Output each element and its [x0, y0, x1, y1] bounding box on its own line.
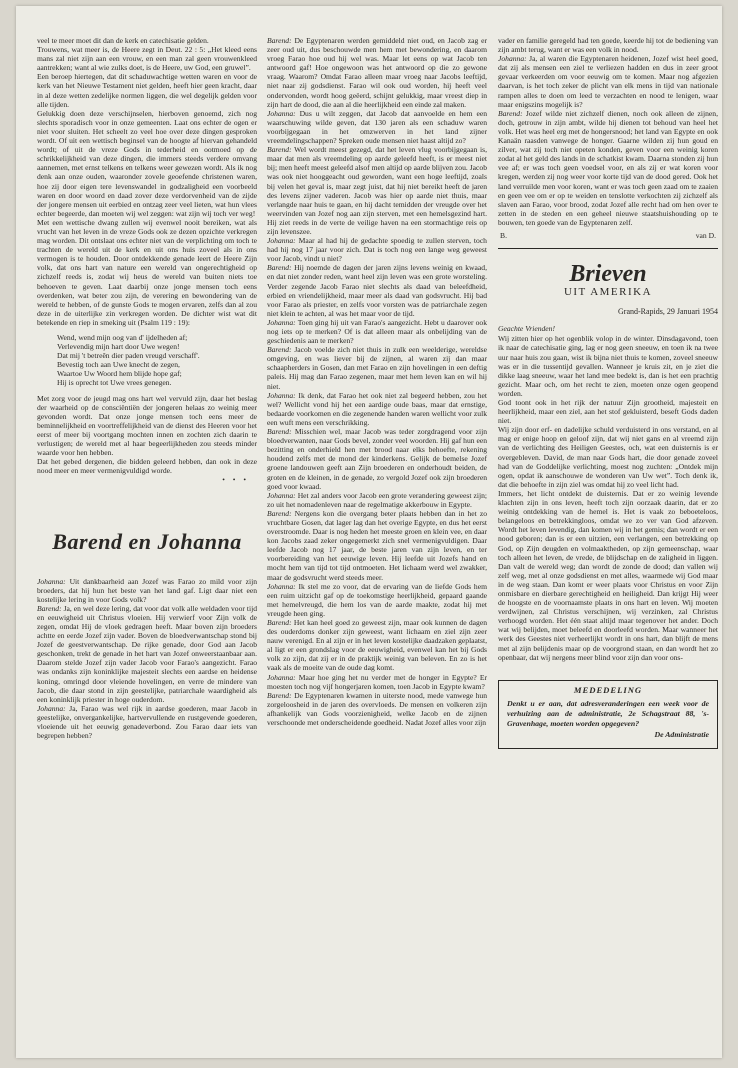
- verse-line: Waartoe Uw Woord hem blijde hope gaf;: [57, 369, 182, 379]
- dialogue-text: Ja, Farao was wel rijk in aardse goederen, maar Jacob in geestelijke, onvergankelijke, hartvervullende en rustgevende goederen, vloeiende uit het eeuwig genadeverbond. Zou Farao daar iets van begrepen hebben?: [37, 703, 257, 741]
- dialogue-paragraph: [37, 604, 257, 704]
- speaker-label: Johanna:: [267, 236, 296, 246]
- signature-initial: B.: [500, 230, 507, 240]
- speaker-label: Johanna:: [267, 390, 296, 400]
- verse-line: Wend, wend mijn oog van d' ijdelheden af;: [57, 333, 188, 342]
- dialogue-text: Toen ging hij uit van Farao's aangezicht. Hebt u daarover ook nog iets op te merken? Of is dat alleen maar als onbelijding van de geschiedenis aan te merken?: [267, 317, 487, 346]
- paragraph: vader en familie geregeld had ten goede, keerde hij tot de bediening van zijn ambt terug, want er was een volk in nood.: [498, 36, 718, 55]
- speaker-label: Barend:: [267, 690, 292, 700]
- speaker-label: Johanna:: [267, 317, 296, 327]
- dialogue-paragraph: [267, 509, 487, 582]
- paragraph: Dat het gebed dergenen, die bidden geleerd hebben, dan ook in deze nood meer en meer vermenigvuldigd worde.: [37, 457, 257, 476]
- dialogue-paragraph: [267, 109, 487, 145]
- section-subtitle: UIT AMERIKA: [563, 286, 653, 299]
- dialogue-paragraph: [267, 618, 487, 673]
- speaker-label: Barend:: [37, 603, 62, 613]
- column-1: [37, 36, 257, 740]
- dialogue-paragraph: [37, 704, 257, 740]
- dialogue-text: Het kan heel goed zo geweest zijn, maar ook kunnen de dagen des ouderdoms donker zijn geweest, want lichaam en ziel zijn zeer nauw verenigd. En al zijn er in het leven kostelijke daadzaken geplaatst, al ligt er een grondslag voor de eeuwigheid, evenwel kan het bij Gods volk zo zijn, dat zij er in de praktijk weinig van beleven. En zo is het vaak als de moeite van de oude dag komt.: [267, 618, 487, 673]
- section-title-brieven: Brieven: [569, 261, 647, 288]
- paragraph: Met zorg voor de jeugd mag ons hart wel vervuld zijn, daar het beslag der waarheid op de consciëntiën der jongeren helaas zo weinig meer gevonden wordt. Dat onze jonge mensen toch eens meer de beminnelijkheid en voortreffelijkheid van de dienst des Heeren voor het eerst of meer bij voortgang mochten innen en zochten zich daarin te verlustigen; de wereld met al haar begeerlijkheden zou steeds minder waarde voor hen hebben.: [37, 393, 257, 458]
- dialogue-text: Jozef wilde niet zichzelf dienen, noch ook alleen de zijnen, doch, getrouw in zijn ambt, wilde hij dienen tot behoud van heel het volk. Het was heel erg met de hongersnood; het land van Egypte en ook Kanaän raasden vanwege de honger. Gaarne wilden zij hun goud en zilver, wat zij toch niet opeten konden, geven voor een weinig koren zodat al het geld des lands in de schatkist kwam. Daarna stonden zij hun vee af; er was toch geen voedsel voor, en als zij er wat koren voor kregen, werden zij nog weer voor korte tijd van de dood gered. Ook het land verruilde men voor koren, want er was toch geen zaad om te zaaien en geen vee om er op te weiden en tenslotte verkochten zij zichzelf als slaven aan Farao, voor brood, zodat Jozef alle recht had om hen over te zetten in de steden en een geheel nieuwe staatshuishouding op te bouwen, ten goede van de Egyptenaren zelf.: [498, 108, 718, 227]
- notice-title: MEDEDELING: [573, 684, 643, 695]
- speaker-label: Johanna:: [267, 490, 296, 500]
- speaker-label: Barend:: [267, 263, 292, 273]
- notice-signature: De Administratie: [654, 730, 709, 740]
- dialogue-text: Het zal anders voor Jacob een grote verandering geweest zijn; zo uit het nomadenleven naar de regelmatige akkerbouw in Egypte.: [267, 490, 487, 509]
- speaker-label: Barend:: [267, 618, 292, 627]
- dialogue-paragraph: [267, 145, 487, 236]
- dialogue-paragraph: [37, 577, 257, 604]
- dialogue-paragraph: [498, 54, 718, 109]
- dialogue-paragraph: [267, 691, 487, 727]
- paragraph: Een beroep hiertegen, dat dit schaduwachtige wetten waren en voor de kerk van het Nieuwe Testament niet gelden, heeft hier geen kracht, daar in al deze wetten zedelijke normen liggen, die wel degelijk gelden voor alle tijden.: [37, 72, 257, 109]
- dialogue-text: Jacob voelde zich niet thuis in zulk een weelderige, wereldse omgeving, en was liever bij de zijnen, al waren zij dan maar schaapherders in Gosen, dan met Farao en zijn hovelingen in een deftig paleis. Hij mag dan Farao zegenen, maar met hem leven kan en wil hij niet.: [267, 345, 487, 391]
- paragraph: veel te meer moet dit dan de kerk en catechisatie gelden.: [37, 36, 209, 45]
- signature: [498, 231, 718, 240]
- speaker-label: Barend:: [267, 345, 292, 355]
- section-divider: [498, 248, 718, 249]
- newspaper-page: [16, 6, 722, 1058]
- dialogue-paragraph: [267, 673, 487, 691]
- column-2: [267, 36, 487, 727]
- verse-line: Dat mij 't betreên dier paden vreugd verschaff'.: [57, 351, 200, 361]
- dialogue-paragraph: [267, 391, 487, 427]
- psalm-verse: [37, 333, 257, 388]
- paragraph: Met een wettische dwang zullen wij evenwel nooit bereiken, wat als vrucht van het leven in de vreze Gods ook ze dezen opzichte verkregen mag worden. Dit ontslaat ons echter niet van de verplichting om toch te trachten de wereld uit de kerk en uit ons huis zoveel als in ons vermogen is te houden. Door ontdekkende genade leert de Heere Zijn volk, dat ons hart van nature een wereld van ongerechtigheid op zichzelf reeds is, zodat wij heus de wereld van buiten niets toe behoeven te geven. Laat daarbij onze jonge mensen toch eens overdenken, wat beter zou zijn, de verering en bewondering van de wereld te hebben, of de gunste Gods te mogen ervaren, zelfs dan al zou deze in de uiterlijke zin verkregen worden. De dichter wist wat dit betekende en riep in smeking uit (Psalm 119 : 19):: [37, 217, 257, 327]
- paragraph: Trouwens, wat meer is, de Heere zegt in Deut. 22 : 5: „Het kleed eens mans zal niet zijn aan een vrouw, en een man zal geen vrouwenkleed aantrekken; want al wie zulks doet, is de Heere, uw God, een gruwel”.: [37, 45, 257, 73]
- dialogue-text: De Egyptenaren kwamen in uiterste nood, mede vanwege hun zorgeloosheid in de jaren des overvloeds. De mensen en volkeren zijn afhankelijk van Gods voorzienigheid, welke Jacob en de zijnen verschoonde met onderscheidende goedheid. Nadat Jozef alles voor zijn: [267, 690, 487, 728]
- signature-name: van D.: [695, 230, 716, 240]
- verse-line: Bevestig toch aan Uwe knecht de zegen,: [57, 360, 180, 370]
- dialogue-text: Hij noemde de dagen der jaren zijns levens weinig en kwaad, en dat niet zonder reden, want heel zijn leven was een grote worsteling. Verder zegende Jacob Farao niet slechts als daad van beleefdheid, erbied en vriendelijkheid, maar meer als daad van godsvrucht. Hij bad voor Farao als priester, en zelfs voor vorsten was de patriarchale zegen niet klein te achten, al was het maar voor de tijd.: [267, 263, 487, 318]
- dialogue-text: Ja, en wel deze lering, dat voor dat volk alle weldaden voor tijd en eeuwigheid uit Christus vloeien. Hij verwierf voor Zijn volk de zegen, omdat Hij de vloek gedragen heeft. Maar boven zijn broeders achtte en eerde Jozef zijn vader. Boven de bloedverwantschap stond bij Jozef de geestverwantschap. De rijke genade, door God aan Jacob geschonken, trekt de genade in het hart van Jozef onweerstaanbaar aan. Daarom stelde Jozef zijn vader Jacob voor Farao's aangezicht. Farao was ondanks zijn koninklijke majesteit slechts een aardse en heidense koning, omringd door vleiende hovelingen, en verre de mindere van Jacob, die daar stond in zijn geestelijke, patriarchale waardigheid als een koninklijk priester in hoge ouderdom.: [37, 603, 258, 704]
- dialogue-paragraph: [267, 427, 487, 491]
- dialogue-text: Wel wordt meest gezegd, dat het leven vlug voorbijgegaan is, maar dat men als vreemdeling op aarde geleefd heeft, is er meest niet bij; men heeft meest geleefd alsof men altijd op aarde blijven zou. Jacob was ook niet hooggeacht oud geworden, want een hoge leeftijd, zoals bij velen het geval is, maar zegt juist, dat hij niet bereikt heeft de jaren des levens zijner vaderen. Jacob was hier op aarde niet thuis, maar verlangde naar huis te gaan, en hij dacht temidden der vreugde over het weervinden van Jozef nog aan zijn sterven, met een hemelsgezind hart. Hij ziet reeds in de verte de veilige haven na een stormachtige reis op zijn levenszee.: [267, 145, 488, 236]
- letter-salutation: Geachte Vrienden!: [498, 324, 555, 334]
- speaker-label: Barend:: [267, 508, 292, 518]
- letter-dateline: Grand-Rapids, 29 Januari 1954: [618, 307, 718, 317]
- dialogue-paragraph: [267, 318, 487, 345]
- verse-line: Hij is oprecht tot Uwe vrees genegen.: [57, 378, 172, 388]
- dialogue-paragraph: [267, 236, 487, 263]
- notice-body: Denkt u er aan, dat adresveranderingen een week voor de verhuizing aan de administratie, 2e Schagstraat 88, 's-Gravenhage, moeten worden opgegeven?: [507, 699, 709, 728]
- dialogue-text: Ja, al waren die Egyptenaren heidenen, Jozef wist heel goed, dat zij als mensen een ziel te verliezen hadden en dus in zeer groot gevaar verkeerden om voor eeuwig om te komen. Maar nog afgezien daarvan, is het toch zeker de plicht van elk mens in tijd van nationale rampen alles te doen om leed te verzachten en nood te lenigen, waar maar enigszins mogelijk is?: [498, 54, 718, 109]
- section-title-barend-en-johanna: Barend en Johanna: [52, 528, 242, 554]
- paragraph: God toont ook in het rijk der natuur Zijn grootheid, majesteit en heerlijkheid, maar een ziel, aan het stof gekluisterd, beseft Gods daden niet.: [498, 398, 718, 426]
- dialogue-text: Dus u wilt zeggen, dat Jacob dat aanvoelde en hem een waarschuwing wilde geven, dat 130 jaren als een schaduw waren voorbijgegaan in het omzwerven in het land zijner vreemdelingschappen? Spreken oude mensen niet haast altijd zo?: [267, 108, 487, 146]
- paragraph: Gelukkig doen deze verschijnselen, hierboven genoemd, zich nog slechts sporadisch voor in onze gemeenten. Laat ons echter de ogen er niet voor sluiten. Het scheelt zo veel hoe over deze dingen gesproken wordt. Of uit een wettisch beginsel van de hoogte af hiervan gehandeld wordt; of uit de vreze Gods in tederheid en ootmoed op de schrikkelijkheid van deze dingen, die immers steeds verdere omvang aannemen, met ernst telkens en telkens weer gewezen wordt. Als ik nog denk aan onze ouden, waaronder zovele geoefende christenen waren, hoe zij door eigen tere levenswandel in godzaligheid een voorbeeld waren en door woord en daad zover deze verdorvenheid van de zijde der jongere mensen uit eerbied en ontzag zeer veel lieten, wat hun vlees echter begeerde, dan moeten wij wel zeggen: wat zijn wij toch ver weg!: [37, 108, 257, 218]
- dialogue-text: De Egyptenaren werden gemiddeld niet oud, en Jacob zag er zeer oud uit, dus beschouwde men hem met bewondering, en daarom vroeg Farao hoe oud hij wel was. Maar let eens op wat Jacob ten antwoord gaf! Hoe ongewoon was het antwoord op die zo gewone vraag. Waarom? Omdat Farao alleen maar vroeg naar Jacobs leeftijd, niet naar zij godsdienst. Farao wil ook oud worden, hij heeft veel ondervonden, wordt hoog geëerd, schijnt gelukkig, maar vreest diep in zijn hart de dood, die aan al die heerlijkheid een einde zal maken.: [267, 36, 487, 109]
- speaker-label: Barend:: [267, 145, 292, 155]
- dialogue-text: Maar hoe ging het nu verder met de honger in Egypte? Er moesten toch nog vijf hongerjaren komen, toen Jacob in Egypte kwam?: [267, 672, 487, 691]
- speaker-label: Barend:: [498, 108, 523, 118]
- dialogue-paragraph: [498, 109, 718, 227]
- dialogue-text: Nergens kon die overgang beter plaats hebben dan in het zo vruchtbare Gosen, dat lager lag dan het overige Egypte, en dus het eerst overstroomde. Daar is nog heden het meeste groen en klein vee, en daar kon Jacobs zaad zeker ongegemerkt zich snel vermenigvuldigen. Daar leefde Jacob nog 17 jaar, de beste jaren van zijn leven, en ter voorbereiding van het eeuwige leven. Hij leefde uit Jozefs hand en mocht hem van tijd tot tijd ontmoeten. Het lichaam werd wel zwakker, maar de godsvrucht werd steeds meer.: [267, 508, 487, 582]
- dialogue-text: Misschien wel, maar Jacob was teder zorgdragend voor zijn bloedverwanten, naar Gods bevel, zonder veel woorden. Hij gaf hun een bezitting en onderhield hen met brood naar elks behoefte, rekening houdend zelfs met de mond der kinderkens. Gelijk de bemelse Jozef groene landouwen geeft aan Zijn broederen en onderhoudt beiden, de groten en de kleinen, in de genade, zo vergold Jozef ook zijn broederen goed voor kwaad.: [267, 427, 487, 491]
- dialogue-paragraph: [267, 263, 487, 318]
- speaker-label: Johanna:: [267, 581, 296, 591]
- speaker-label: Barend:: [267, 36, 292, 45]
- paragraph: Wij zitten hier op het ogenblik volop in de winter. Dinsdagavond, toen ik naar de catechisatie ging, lag er nog geen sneeuw, en toen ik na twee uur naar huis zou gaan, wist ik bijna niet thuis te komen, zoveel sneeuw was er in die tussentijd gevallen. Wanneer je kruis zit, en je ziet die dikke laag sneeuw, waar het land mee bedekt is, dan is het een prachtig gezicht. Maar och, om het recht te zien, moeten onze ogen geopend worden.: [498, 334, 718, 398]
- speaker-label: Barend:: [267, 427, 292, 437]
- dialogue-paragraph: [267, 36, 487, 109]
- speaker-label: Johanna:: [267, 108, 296, 118]
- speaker-label: Johanna:: [37, 703, 66, 713]
- dialogue-text: Ik denk, dat Farao het ook niet zal begeerd hebben, zou het wel? Wellicht vond hij het een aardige oude baas, maar dat ernstige, bedaarde voorkomen en die zegenende handen waren wellicht voor zulk een wuft mens een verschrikking.: [267, 390, 487, 427]
- paragraph: Wij zijn door erf- en dadelijke schuld verduisterd in ons verstand, en al mag er enige hoop en geloof zijn, dat wij niet gans en al vreemd zijn van de verlichting des Heiligen Geestes, och, wat een duisternis is er overgebleven. David, de man naar Gods hart, die door genade zoveel had van de Goddelijke verlichting, moest nog zuchten: „Ontdek mijn ogen, opdat ik aanschouwe de wonderen van Uw wet”. Toch denk ik, dat die behoefte in zijn ziel was omdat hij zo veel licht had.: [498, 425, 718, 489]
- speaker-label: Johanna:: [267, 672, 296, 682]
- speaker-label: Johanna:: [498, 54, 527, 64]
- dialogue-text: Uit dankbaarheid aan Jozef was Farao zo mild voor zijn broeders, dat hij hun het beste van het land gaf. Ligt daar niet een kostelijke lering in voor Gods volk?: [37, 576, 258, 604]
- dialogue-text: Maar al had hij de gedachte spoedig te zullen sterven, toch had hij nog 17 jaar voor zich. Dat is toch nog een lange weg geweest voor Jacob, vindt u niet?: [267, 236, 487, 264]
- dialogue-paragraph: [267, 345, 487, 390]
- dialogue-paragraph: [267, 491, 487, 509]
- notice-box: [498, 680, 718, 749]
- dialogue-paragraph: [267, 582, 487, 618]
- paragraph: Immers, het licht ontdekt de duisternis. Dat er zo weinig levende klachten zijn in ons leven, heeft toch zijn oorzaak daarin, dat er zo weinig ontdekking van de hemel is. Het is vaak zo beboeteloos, belangeloos en betrekkingloos, omdat we zo ver van God afzeven. Wordt het leven levendig, dan komen wij in het gemis; dan wordt er een nood geboren; dan is er een uitzien, een verlangen, een betrekking op God, op Zijn deugden en volmaaktheden, op zijn gemeenschap, waar toch alleen het leven, de vrede, de blijdschap en de zaligheid in liggen. Dan valt de wereld weg; dan wordt de zonde de dood; dan vallen wij zelf weg, met al onze godsdienst en met alles, waarmede wij God maar in de weg staan. Dan komt er weer plaats voor Christus en voor Zijn onmisbare en dierbare gerechtigheid en heiligheid. Dan krijgt Hij weer de hoogste en de voornaamste plaats in ons hart en leven. Wij moeten verdwijnen, zal Christus verschijnen, wij verzinken, zal Christus verhoogd worden. Het één staat altijd maar tegenover het ander. Doch wat wij belijden, moet beleefd en doorleefd worden. Maar wanneer het werk des Geestes niet verheerlijkt wordt in ons hart, dan blijft de mens met al zijn belijdenis maar op de voorgrond staan, en dan wordt het zo openbaar, dat wij nergens meer blind voor zijn dan voor ons-: [498, 488, 718, 662]
- speaker-label: Johanna:: [37, 576, 66, 586]
- section-end-dots: • • •: [222, 475, 249, 485]
- column-3: [498, 36, 718, 749]
- dialogue-text: Ik stel me zo voor, dat de ervaring van de liefde Gods hem een ruim uitzicht gaf op de toekomstige heerlijkheid, gepaard gaande met hemelvreugd, die hem los van de aarde maakte, zodat hij met vreugde heen ging.: [267, 581, 487, 618]
- verse-line: Verlevendig mijn hart door Uwe wegen!: [57, 342, 180, 352]
